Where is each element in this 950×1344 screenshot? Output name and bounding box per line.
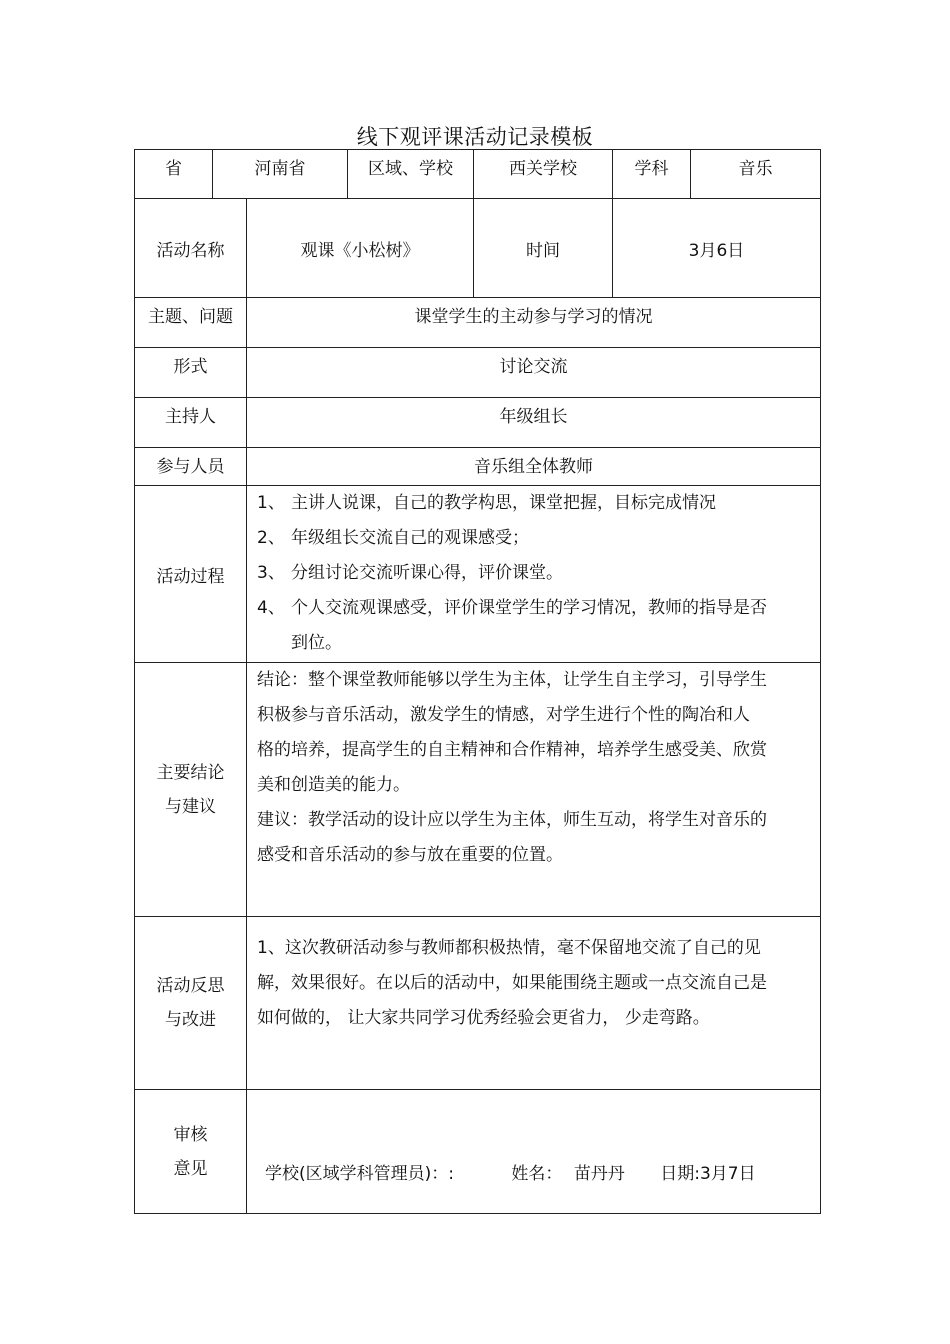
participants-value: 音乐组全体教师 bbox=[247, 448, 821, 486]
province-label: 省 bbox=[135, 150, 213, 199]
review-name-value: 苗丹丹 bbox=[573, 1164, 625, 1184]
list-item: 3、 分组讨论交流听课心得，评价课堂。 bbox=[257, 563, 563, 583]
table-row bbox=[135, 448, 821, 486]
form-value: 讨论交流 bbox=[247, 348, 821, 398]
subject-label: 学科 bbox=[613, 150, 691, 199]
list-item: 2、 年级组长交流自己的观课感受； bbox=[257, 528, 529, 548]
activity-name-label: 活动名称 bbox=[135, 199, 247, 298]
table-row bbox=[135, 663, 821, 917]
review-label: 审核 意见 bbox=[135, 1090, 247, 1214]
list-item-continuation: 到位。 bbox=[291, 633, 342, 653]
time-label: 时间 bbox=[474, 199, 613, 298]
conclusion-text: 结论：整个课堂教师能够以学生为主体，让学生自主学习，引导学生 积极参与音乐活动，激发学生的情感，对学生进行个性的陶冶和人 格的培养，提高学生的自主精神和合作精神，培养学生感受美、欣赏 美和创造美的能力。 建议：教学活动的设计应以学生为主体，师生互动，将学生对音乐的 感受和音乐活动的参与放在重要的位置。 bbox=[247, 663, 821, 917]
table-row bbox=[135, 199, 821, 298]
conclusion-label: 主要结论 与建议 bbox=[135, 663, 247, 917]
table-row bbox=[135, 298, 821, 348]
record-table bbox=[134, 149, 821, 1214]
form-label: 形式 bbox=[135, 348, 247, 398]
host-label: 主持人 bbox=[135, 398, 247, 448]
province-value: 河南省 bbox=[213, 150, 348, 199]
process-label: 活动过程 bbox=[135, 486, 247, 663]
process-list bbox=[247, 486, 821, 663]
reflection-label: 活动反思 与改进 bbox=[135, 917, 247, 1090]
subject-value: 音乐 bbox=[691, 150, 821, 199]
table-row bbox=[135, 150, 821, 199]
review-name-label: 姓名： bbox=[511, 1164, 563, 1184]
reflection-text: 1、这次教研活动参与教师都积极热情，毫不保留地交流了自己的见 解，效果很好。在以后的活动中，如果能围绕主题或一点交流自己是 如何做的， 让大家共同学习优秀经验会更省力， 少走弯路。 bbox=[247, 917, 821, 1090]
topic-value: 课堂学生的主动参与学习的情况 bbox=[247, 298, 821, 348]
topic-label: 主题、问题 bbox=[135, 298, 247, 348]
review-date: 日期:3月7日 bbox=[660, 1164, 756, 1184]
table-row bbox=[135, 348, 821, 398]
table-row bbox=[135, 917, 821, 1090]
page-title: 线下观评课活动记录模板 bbox=[356, 125, 594, 149]
review-signature bbox=[247, 1090, 821, 1214]
list-item: 1、 主讲人说课，自己的教学构思，课堂把握，目标完成情况 bbox=[257, 493, 716, 513]
review-school-label: 学校(区域学科管理员)：: bbox=[265, 1164, 454, 1184]
table-row bbox=[135, 1090, 821, 1214]
list-item: 4、 个人交流观课感受，评价课堂学生的学习情况，教师的指导是否 bbox=[257, 598, 767, 618]
region-value: 西关学校 bbox=[474, 150, 613, 199]
participants-label: 参与人员 bbox=[135, 448, 247, 486]
host-value: 年级组长 bbox=[247, 398, 821, 448]
activity-name-value: 观课《小松树》 bbox=[247, 199, 474, 298]
table-row bbox=[135, 486, 821, 663]
time-value: 3月6日 bbox=[613, 199, 821, 298]
table-row bbox=[135, 398, 821, 448]
region-label: 区域、学校 bbox=[348, 150, 474, 199]
